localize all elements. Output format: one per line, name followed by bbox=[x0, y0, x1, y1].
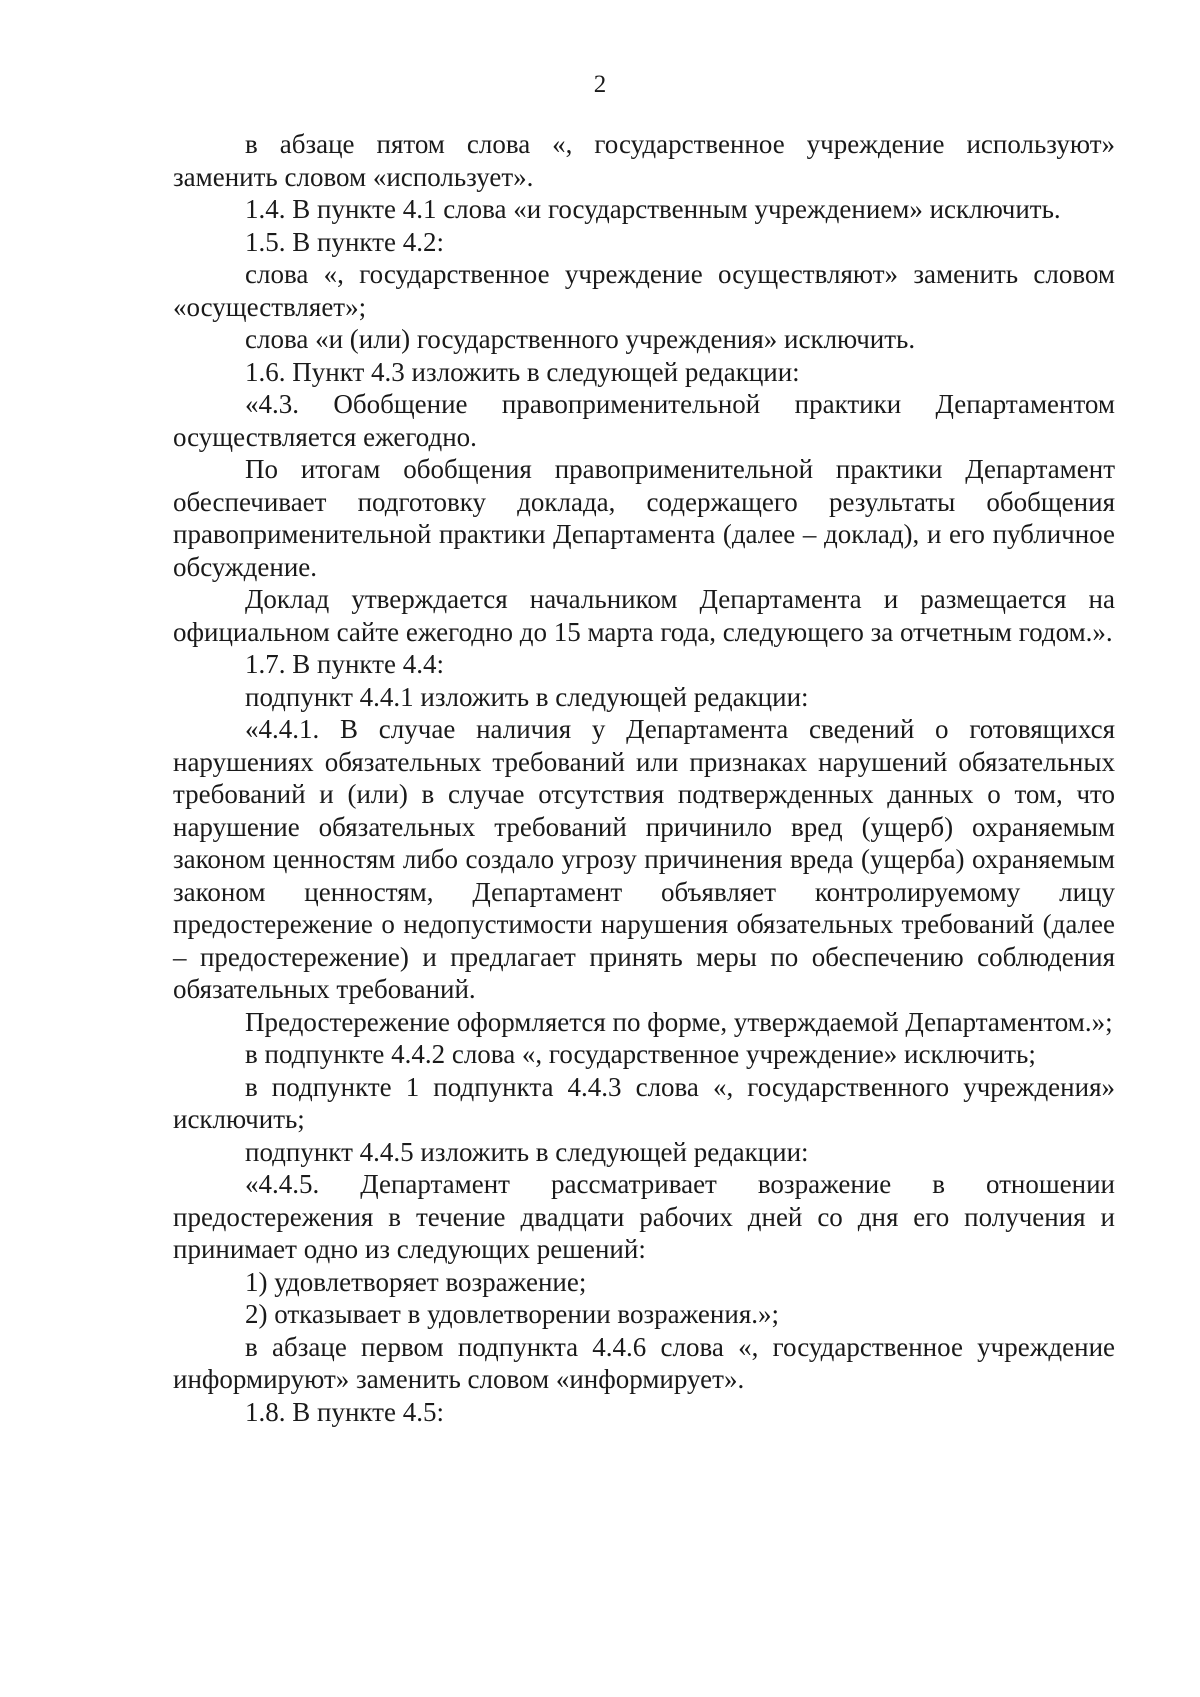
paragraph-13: Предостережение оформляется по форме, утверждаемой Департаментом.»; bbox=[245, 1006, 1113, 1037]
paragraph-10: 1.7. В пункте 4.4: bbox=[245, 649, 444, 679]
paragraph-4: слова «, государственное учреждение осуществляют» заменить словом «осуществляет»; bbox=[173, 259, 1115, 322]
paragraph-15: в подпункте 1 подпункта 4.4.3 слова «, государственного учреждения» исключить; bbox=[173, 1071, 1115, 1134]
paragraph-21: 1.8. В пункте 4.5: bbox=[245, 1396, 444, 1427]
paragraph-6: 1.6. Пункт 4.3 изложить в следующей редакции: bbox=[245, 356, 800, 387]
paragraph-5: слова «и (или) государственного учреждения» исключить. bbox=[245, 324, 916, 354]
paragraph-19: 2) отказывает в удовлетворении возражения.»; bbox=[245, 1299, 779, 1329]
paragraph-7: «4.3. Обобщение правоприменительной практики Департаментом осуществляется ежегодно. bbox=[173, 389, 1115, 452]
page-number: 2 bbox=[593, 71, 607, 98]
paragraph-8: По итогам обобщения правоприменительной практики Департамент обеспечивает подготовку доклада, содержащего результаты обобщения правоприменительной практики Департамента (далее – доклад), и его публичное обсуждение. bbox=[173, 454, 1115, 582]
paragraph-11: подпункт 4.4.1 изложить в следующей редакции: bbox=[245, 681, 809, 712]
paragraph-16: подпункт 4.4.5 изложить в следующей редакции: bbox=[245, 1136, 809, 1167]
paragraph-3: 1.5. В пункте 4.2: bbox=[245, 226, 444, 257]
paragraph-14: в подпункте 4.4.2 слова «, государственное учреждение» исключить; bbox=[245, 1039, 1036, 1069]
paragraph-9: Доклад утверждается начальником Департамента и размещается на официальном сайте ежегодно до 15 марта года, следующего за отчетным годом.». bbox=[173, 584, 1115, 647]
paragraph-12: «4.4.1. В случае наличия у Департамента сведений о готовящихся нарушениях обязательных требований или признаках нарушений обязательных требований и (или) в случае отсутствия подтвержденных данных о том, что нарушение обязательных требований причинило вред (ущерб) охраняемым законом ценностям либо создало угрозу причинения вреда (ущерба) охраняемым законом ценностям, Департамент объявляет контролируемому лицу предостережение о недопустимости нарушения обязательных требований (далее – предостережение) и предлагает принять меры по обеспечению соблюдения обязательных требований. bbox=[173, 714, 1115, 1004]
paragraph-18: 1) удовлетворяет возражение; bbox=[245, 1266, 587, 1297]
document-body bbox=[173, 128, 1115, 1428]
paragraph-17: «4.4.5. Департамент рассматривает возражение в отношении предостережения в течение двадцати рабочих дней со дня его получения и принимает одно из следующих решений: bbox=[173, 1169, 1115, 1264]
paragraph-1: в абзаце пятом слова «, государственное учреждение используют» заменить словом «использует». bbox=[173, 129, 1115, 192]
paragraph-2: 1.4. В пункте 4.1 слова «и государственным учреждением» исключить. bbox=[245, 194, 1061, 224]
paragraph-20: в абзаце первом подпункта 4.4.6 слова «, государственное учреждение информируют» заменить словом «информирует». bbox=[173, 1331, 1115, 1394]
